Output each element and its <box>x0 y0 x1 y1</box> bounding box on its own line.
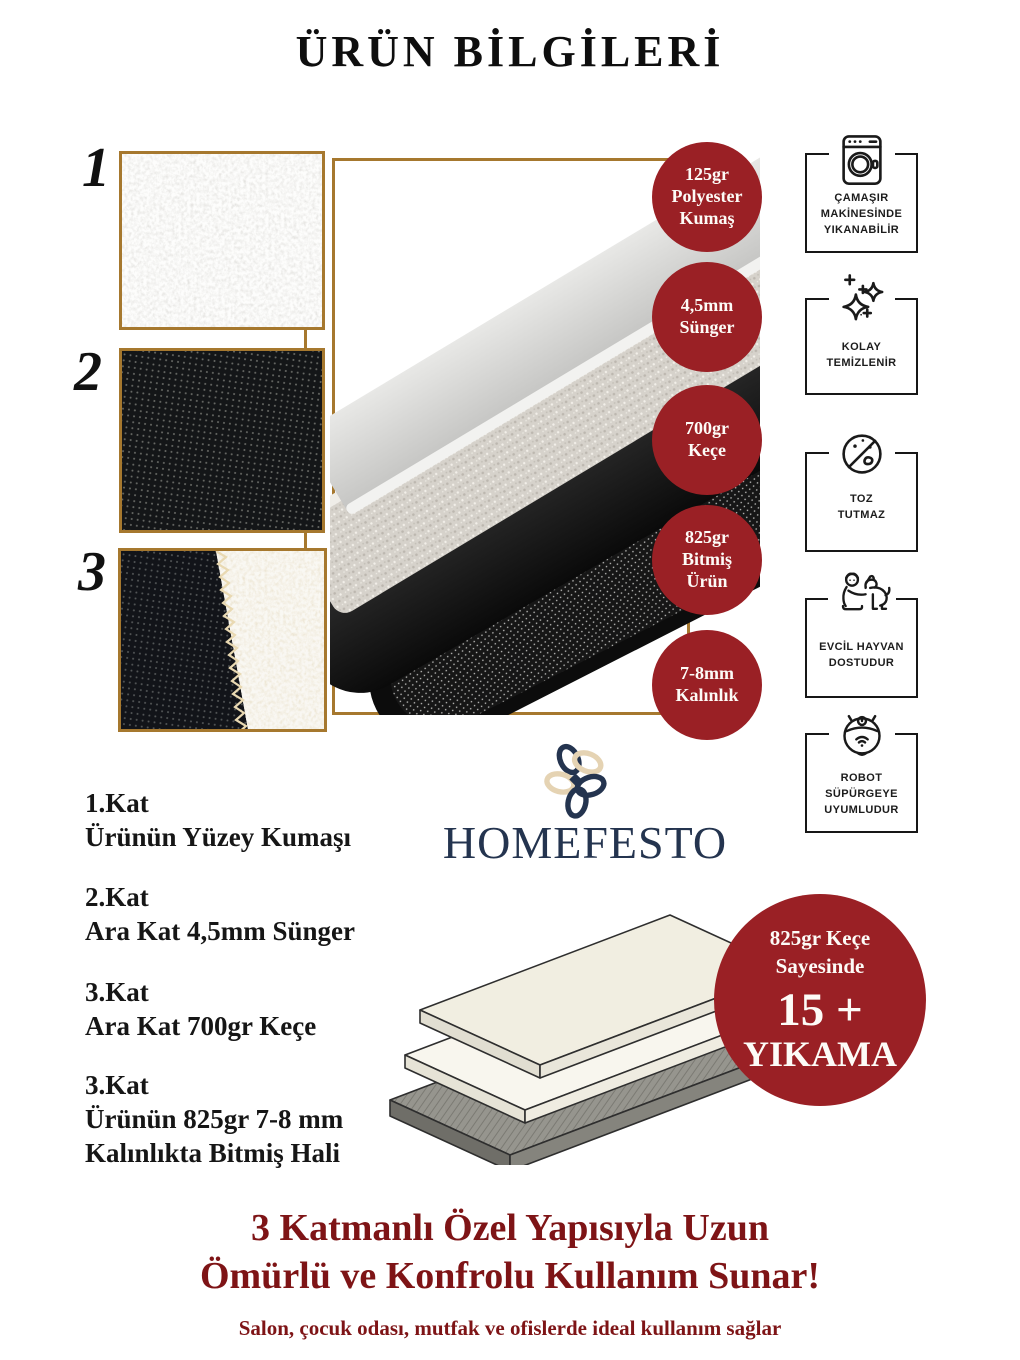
texture-swatch-1 <box>119 151 325 330</box>
footer-headline-line-2: Ömürlü ve Konfrolu Kullanım Sunar! <box>199 1255 821 1297</box>
badge-finished-product: 825gr Bitmiş Ürün <box>652 505 762 615</box>
brand-wordmark: HOMEFESTO <box>442 817 728 868</box>
layer-description-3: 3.Kat Ara Kat 700gr Keçe <box>85 977 317 1042</box>
feature-robot-vacuum: ROBOT SÜPÜRGEYE UYUMLUDUR <box>805 733 918 833</box>
footer-subline: Salon, çocuk odası, mutfak ve ofislerde ideal kullanım sağlar <box>238 1316 782 1340</box>
texture-swatch-2 <box>119 348 325 533</box>
texture-swatch-3 <box>118 548 327 732</box>
pet-friendly-icon <box>828 568 896 631</box>
brand-logo-icon <box>525 740 625 827</box>
sparkles-icon <box>829 270 895 333</box>
layer-description-1: 1.Kat Ürünün Yüzey Kumaşı <box>85 788 352 853</box>
no-dust-icon <box>829 426 895 487</box>
feature-pet-friendly: EVCİL HAYVAN DOSTUDUR <box>805 598 918 698</box>
feature-no-dust: TOZ TUTMAZ <box>805 452 918 552</box>
badge-felt: 700gr Keçe <box>652 385 762 495</box>
layer-description-2: 2.Kat Ara Kat 4,5mm Sünger <box>85 882 355 947</box>
page-title: ÜRÜN BİLGİLERİ <box>295 27 725 76</box>
layer-number-3: 3 <box>78 541 106 603</box>
layer-number-1: 1 <box>82 137 110 199</box>
swatch-connector-line <box>304 330 307 350</box>
robot-vacuum-icon <box>829 707 895 768</box>
wash-count-badge: 825gr Keçe Sayesinde 15 + YIKAMA <box>714 894 926 1106</box>
badge-polyester-fabric: 125gr Polyester Kumaş <box>652 142 762 252</box>
feature-easy-clean: KOLAY TEMİZLENİR <box>805 298 918 395</box>
washing-machine-icon <box>829 131 895 194</box>
layer-number-2: 2 <box>74 341 102 403</box>
badge-sponge: 4,5mm Sünger <box>652 262 762 372</box>
layer-description-4: 3.Kat Ürünün 825gr 7-8 mm Kalınlıkta Bitmiş Hali <box>85 1070 344 1169</box>
wash-count-number: 15 + <box>777 983 863 1036</box>
footer-headline-line-1: 3 Katmanlı Özel Yapısıyla Uzun <box>251 1207 769 1249</box>
feature-machine-washable: ÇAMAŞIR MAKİNESİNDE YIKANABİLİR <box>805 153 918 253</box>
wash-count-word: YIKAMA <box>743 1034 897 1075</box>
badge-thickness: 7-8mm Kalınlık <box>652 630 762 740</box>
